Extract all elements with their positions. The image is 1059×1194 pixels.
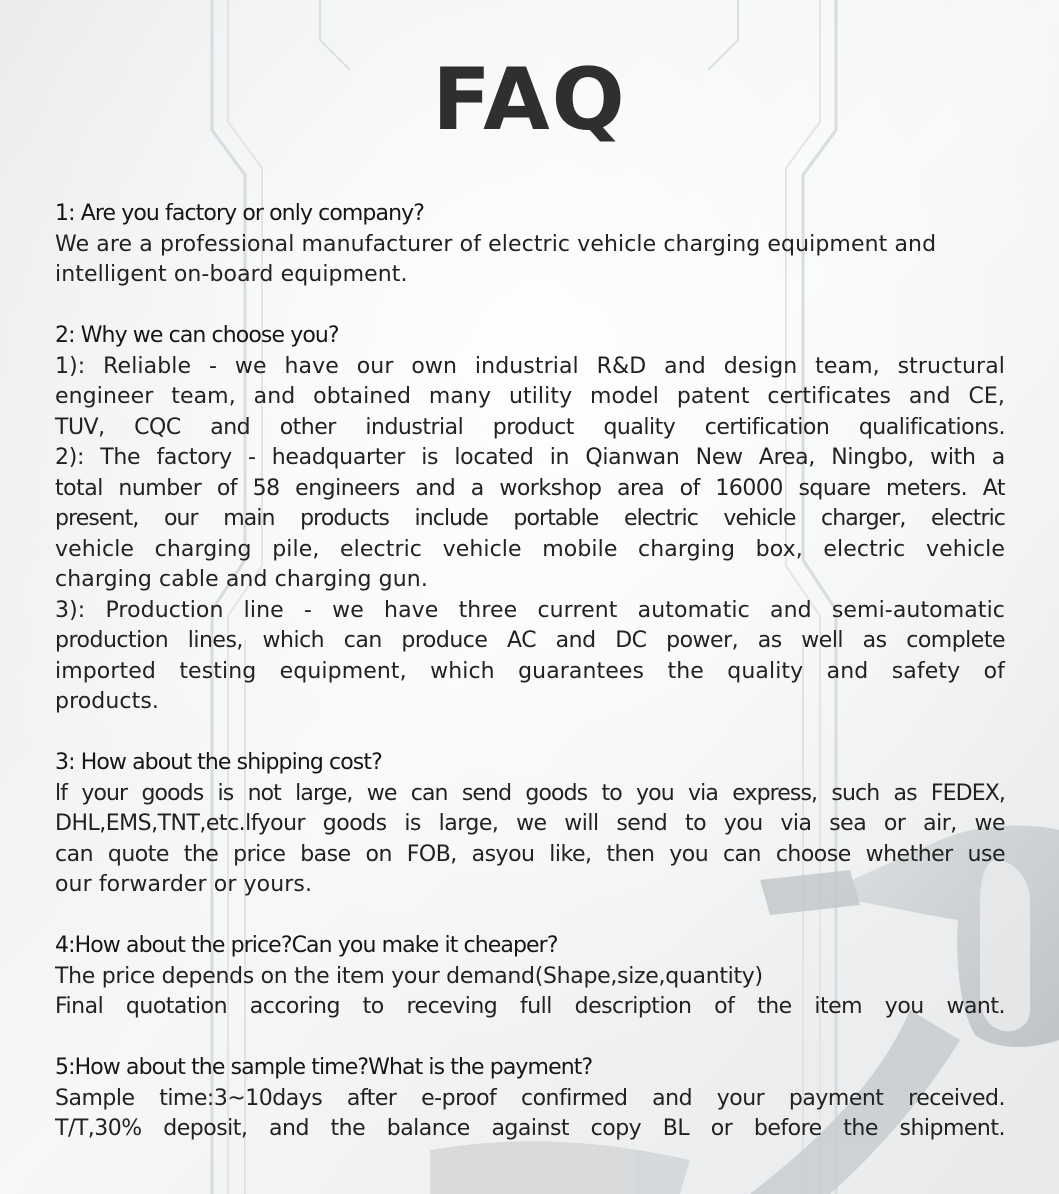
faq-answer-line: present, our main products include portable electric vehicle charger, electric <box>55 506 1005 531</box>
faq-answer-line: Final quotation accoring to receving full description of the item you want. <box>55 994 1005 1019</box>
faq-question: 1: Are you factory or only company? <box>55 201 425 226</box>
faq-answer-line: 3): Production line - we have three current automatic and semi-automatic <box>55 597 1005 623</box>
faq-answer-line: products. <box>55 689 159 714</box>
faq-item-2 <box>55 321 1005 718</box>
faq-item-4 <box>55 931 1005 1023</box>
faq-answer-line: 1): Reliable - we have our own industrial R&D and design team, structural <box>55 353 1005 379</box>
faq-answer-line: T/T,30% deposit, and the balance against copy BL or before the shipment. <box>55 1116 1005 1141</box>
faq-answer-line: Sample time:3~10days after e-proof confirmed and your payment received. <box>55 1085 1005 1111</box>
faq-answer-line: production lines, which can produce AC and DC power, as well as complete <box>55 628 1005 653</box>
faq-answer-line: total number of 58 engineers and a workshop area of 16000 square meters. At <box>55 475 1005 501</box>
faq-answer-line: vehicle charging pile, electric vehicle mobile charging box, electric vehicle <box>55 536 1005 562</box>
faq-answer-line: 2): The factory - headquarter is located in Qianwan New Area, Ningbo, with a <box>55 445 1005 470</box>
faq-answer-line: The price depends on the item your demand(Shape,size,quantity) <box>55 963 763 989</box>
faq-answer-line: intelligent on-board equipment. <box>55 262 408 287</box>
page-title: FAQ <box>432 50 627 150</box>
faq-answer-line: engineer team, and obtained many utility model patent certificates and CE, <box>55 384 1005 409</box>
faq-answer-line: We are a professional manufacturer of electric vehicle charging equipment and <box>55 231 937 257</box>
faq-item-5 <box>55 1053 1005 1145</box>
faq-answer-line: can quote the price base on FOB, asyou like, then you can choose whether use <box>55 841 1005 867</box>
faq-answer-line: charging cable and charging gun. <box>55 567 428 592</box>
faq-list <box>55 199 1005 1175</box>
faq-answer-line: lf your goods is not large, we can send goods to you via express, such as FEDEX, <box>55 780 1005 806</box>
faq-answer-line: imported testing equipment, which guarantees the quality and safety of <box>55 658 1005 684</box>
faq-question: 2: Why we can choose you? <box>55 323 339 348</box>
faq-item-1 <box>55 199 1005 291</box>
faq-answer-line: our forwarder or yours. <box>55 872 313 897</box>
faq-answer-line: TUV, CQC and other industrial product quality certification qualifications. <box>55 414 1005 440</box>
faq-answer-line: DHL,EMS,TNT,etc.lfyour goods is large, we will send to you via sea or air, we <box>55 811 1005 836</box>
faq-question: 5:How about the sample time?What is the payment? <box>55 1055 593 1080</box>
faq-question: 3: How about the shipping cost? <box>55 750 382 775</box>
faq-item-3 <box>55 748 1005 901</box>
faq-question: 4:How about the price?Can you make it cheaper? <box>55 933 558 958</box>
